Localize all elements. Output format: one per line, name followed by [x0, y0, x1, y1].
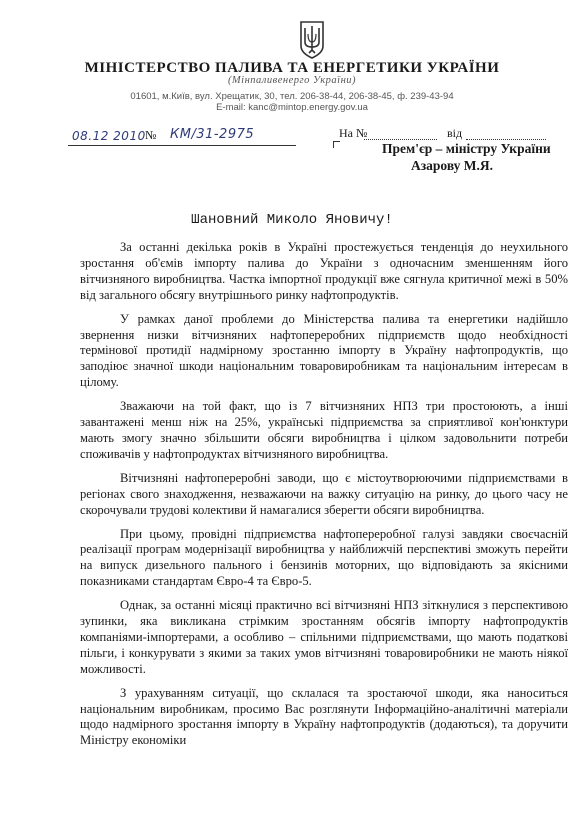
registration-underline	[68, 145, 296, 146]
body-paragraph: Вітчизняні нафтопереробні заводи, що є містоутворюючими підприємствами в регіонах свого знаходження, незважаючи на важку ситуацію на ринку, до цього часу не скорочували трудові колективи й намагалися зберегти обсяги виробництва.	[80, 470, 568, 517]
reference-date-label: від	[447, 126, 463, 140]
salutation: Шановний Миколо Яновичу!	[191, 212, 393, 228]
ministry-email: E-mail: kanc@mintop.energy.gov.ua	[216, 102, 368, 113]
body-paragraph: Зважаючи на той факт, що із 7 вітчизняних НПЗ три простоюють, а інші завантажені менш ніж на 25%, українські підприємства за сприятливої кон'юнктури мають змогу значно збільшити обсяги виробництва і цілком задовольнити потреби споживачів у нафтопродуктах вітчизняного виробництва.	[80, 399, 568, 461]
address-corner-mark	[333, 141, 340, 148]
registration-number-label: №	[145, 128, 157, 142]
ministry-name: МІНІСТЕРСТВО ПАЛИВА ТА ЕНЕРГЕТИКИ УКРАЇНИ	[84, 60, 500, 76]
ministry-address: 01601, м.Київ, вул. Хрещатик, 30, тел. 206-38-44, 206-38-45, ф. 239-43-94	[130, 91, 454, 102]
addressee-block	[382, 140, 551, 174]
body-paragraph: У рамках даної проблеми до Міністерства палива та енергетики надійшло звернення низки вітчизняних нафтопереробних підприємств щодо необхідності термінової протидії надмірному зростанню імпорту в Україну нафтопродуктів, що заподіює значної шкоди національним товаровиробникам та національним інтересам в цілому.	[80, 311, 568, 390]
body-paragraph: Однак, за останні місяці практично всі вітчизняні НПЗ зіткнулися з перспективою зупинки, яка викликана стрімким зростанням обсягів імпорту нафтопродуктів компаніями-імпортерами, а особливо – спільними підприємствами, що мають податкові пільги, і конкурувати з якими за таких умов вітчизняні товаровиробники не мають ніякої можливості.	[80, 598, 568, 676]
body-paragraph: З урахуванням ситуації, що склалася та зростаючої шкоди, яка наноситься національним виробникам, просимо Вас розглянути Інформаційно-аналітичні матеріали щодо надмірного зростання імпорту в Україну нафтопродуктів (додаються), та доручити Міністру економіки	[80, 685, 568, 748]
registration-date: 08.12 2010	[72, 129, 146, 143]
registration-number: КМ/31-2975	[170, 127, 255, 142]
addressee-name: Азарову М.Я.	[411, 158, 494, 173]
trident-emblem-icon	[298, 20, 326, 60]
body-paragraph: За останні декілька років в Україні простежується тенденція до неухильного зростання об'ємів імпорту палива до України з одночасним зменшенням його вітчизняного виробництва. Частка імпортної продукції вже сягнула критичної межі в 50% від загального обсягу внутрішнього ринку нафтопродуктів.	[80, 240, 568, 302]
ministry-name-sub: (Мінпаливенерго України)	[227, 75, 357, 86]
addressee-title: Прем'єр – міністру України	[382, 141, 551, 156]
letter-body	[80, 240, 568, 757]
body-paragraph: При цьому, провідні підприємства нафтопереробної галузі завдяки своєчасній реалізації програм модернізації виробництва у найближчій перспективі зможуть перейти на випуск дизельного пального і бензинів моторних, що відповідають за якісними показниками стандартам Євро-4 та Євро-5.	[80, 526, 568, 589]
reference-number-label: На №	[339, 126, 368, 140]
